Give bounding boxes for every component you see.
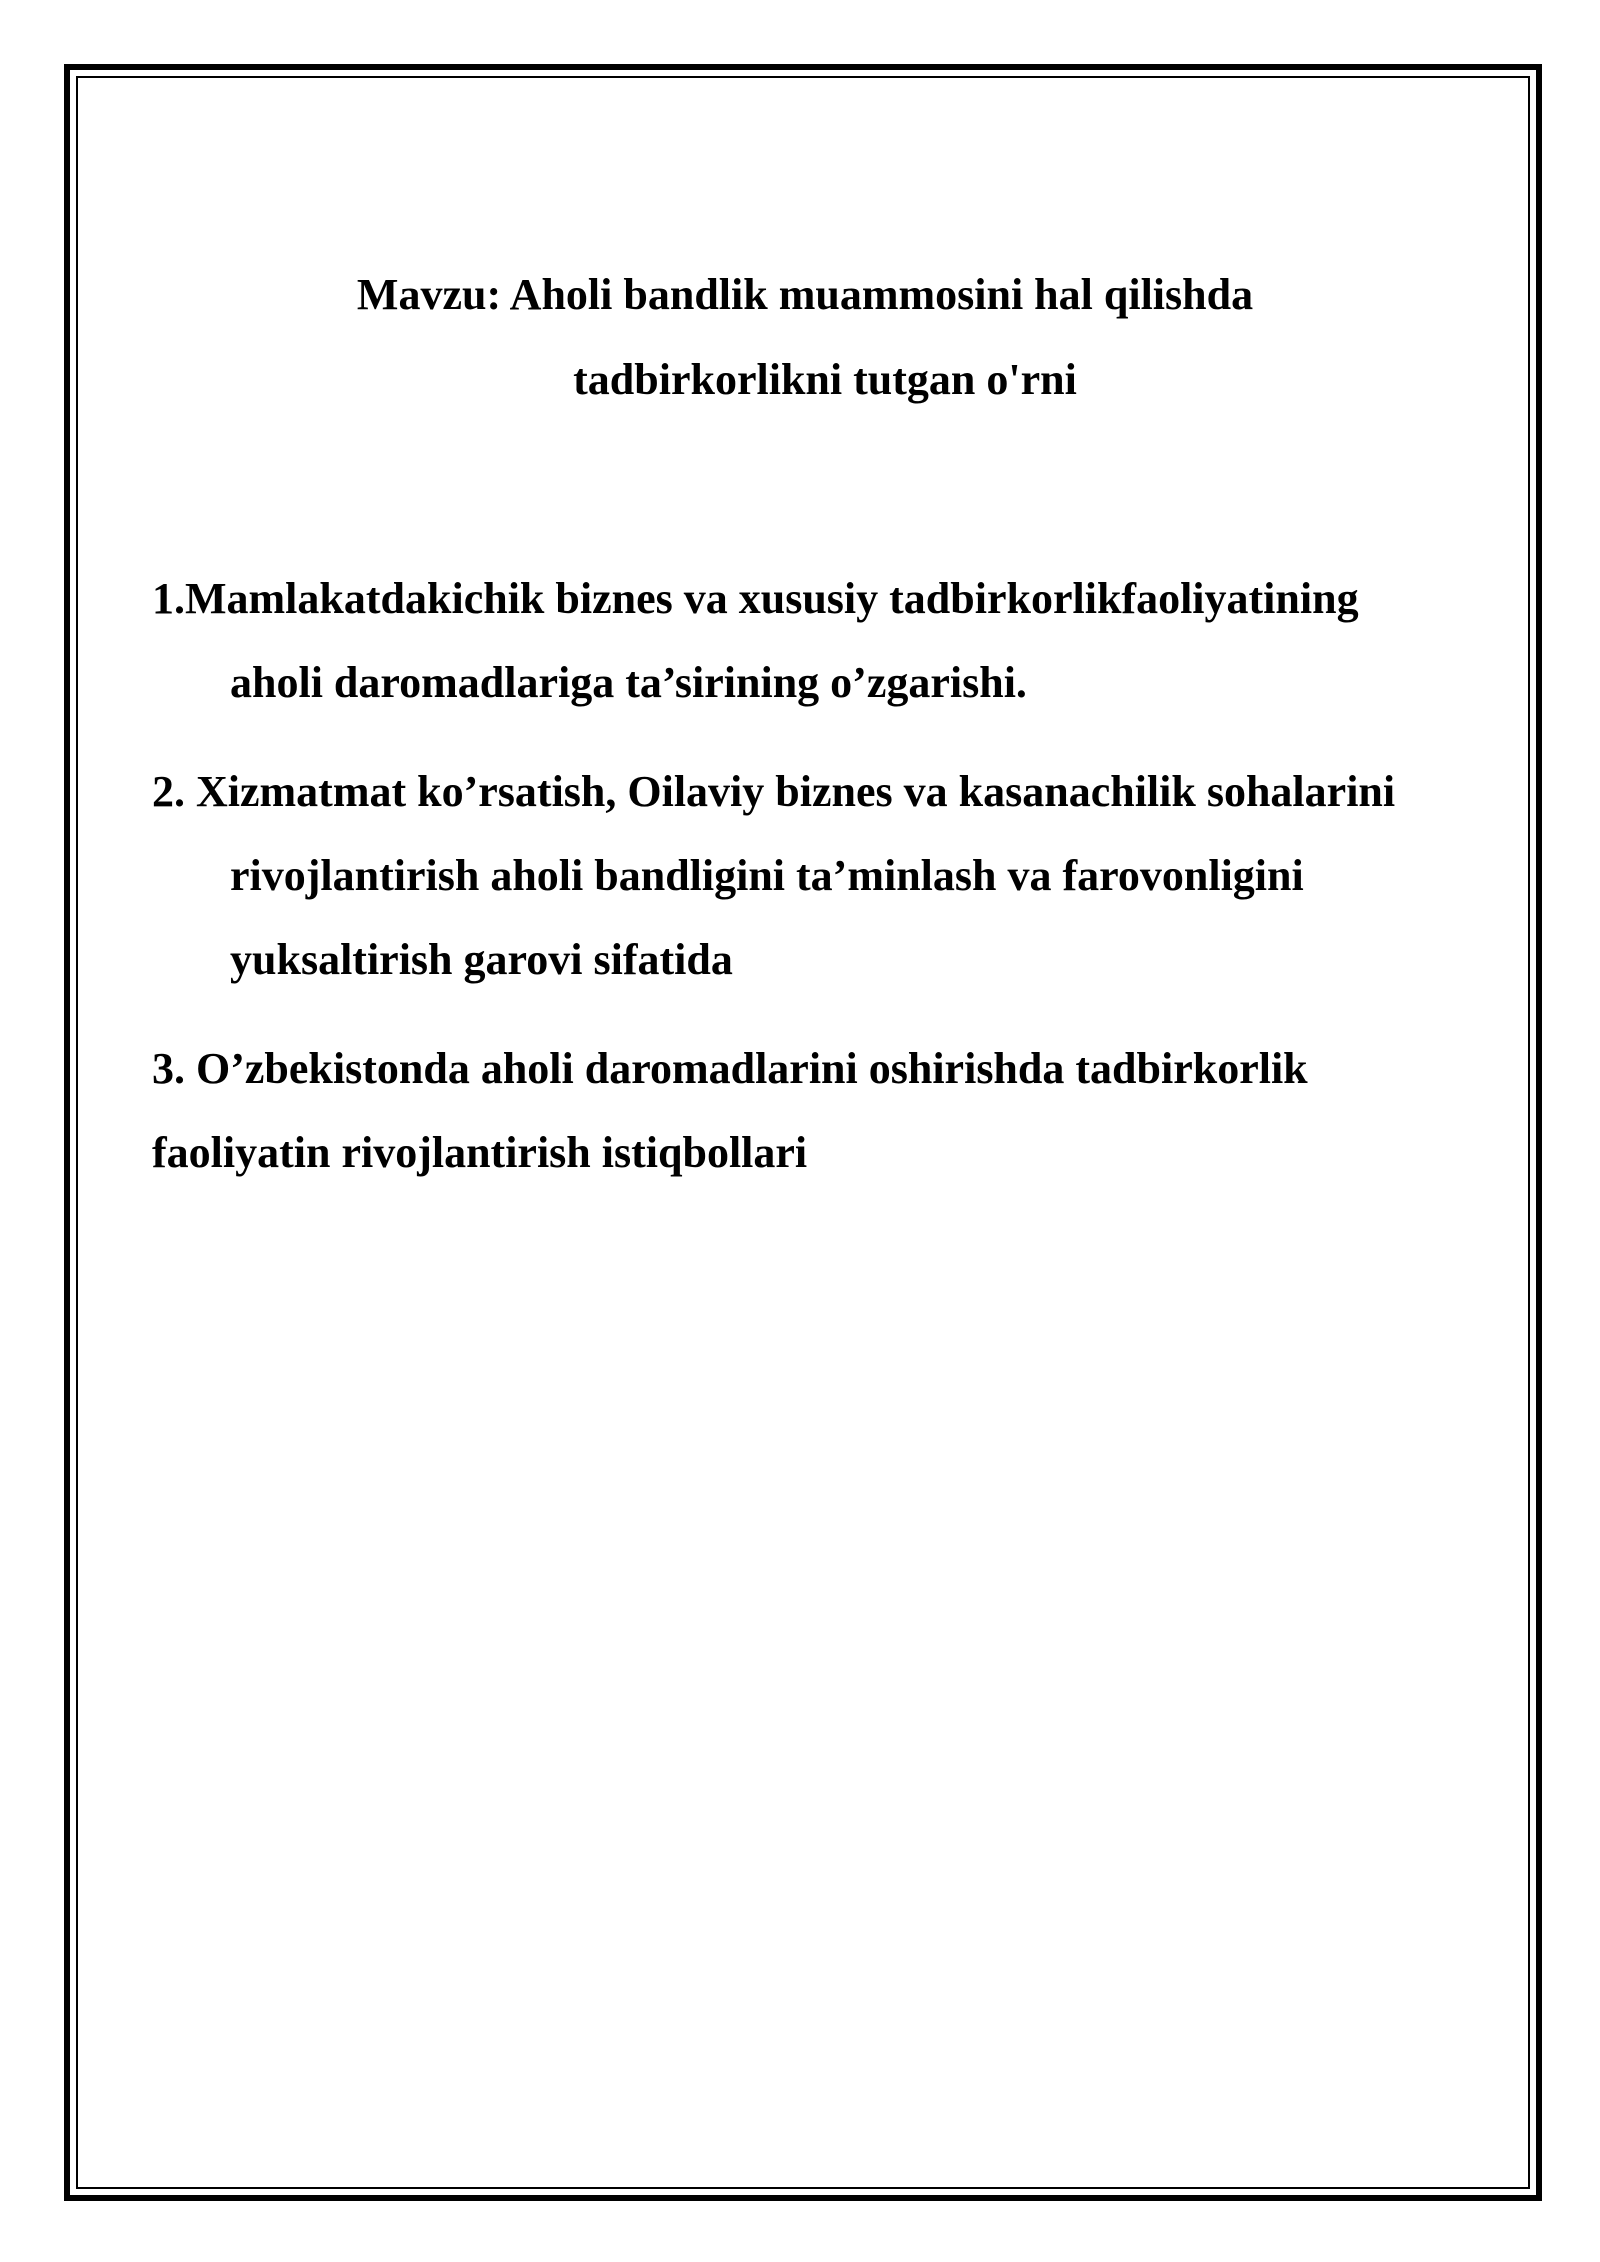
title-line-2: tadbirkorlikni tutgan o'rni	[573, 355, 1077, 404]
topic-item-2: 2. Xizmatmat ko’rsatish, Oilaviy biznes va kasanachilik sohalarini rivojlantirish aholi bandligini ta’minlash va farovonligini yuksaltirish garovi sifatida	[152, 767, 1396, 984]
topic-list	[152, 557, 1462, 1195]
title-line-1: Mavzu: Aholi bandlik muammosini hal qilishda	[356, 270, 1254, 319]
topic-item-3: 3. O’zbekistonda aholi daromadlarini oshirishda tadbirkorlik faoliyatin rivojlantirish istiqbollari	[152, 1044, 1308, 1177]
document-title	[200, 252, 1410, 422]
topic-item-1: 1.Mamlakatdakichik biznes va xususiy tadbirkorlikfaoliyatining aholi daromadlariga ta’sirining o’zgarishi.	[152, 574, 1359, 707]
